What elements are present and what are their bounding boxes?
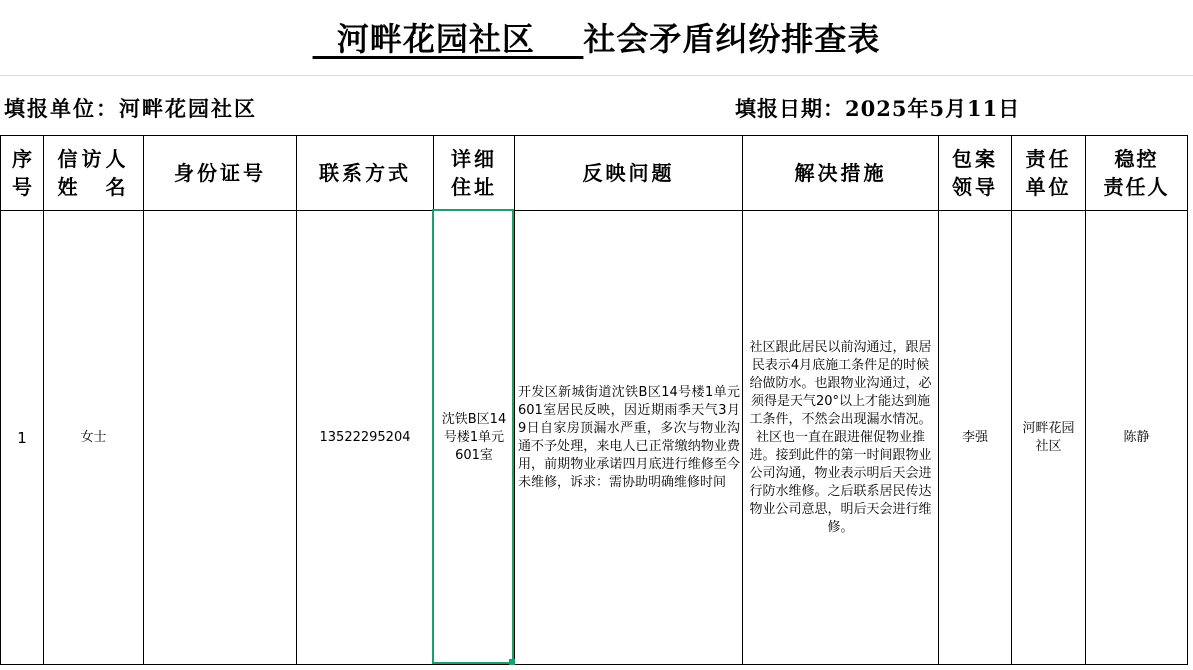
reporting-unit[interactable]: 填报单位：河畔花园社区 xyxy=(4,96,257,121)
header-contact[interactable] xyxy=(297,136,433,211)
header-index[interactable] xyxy=(1,136,43,211)
header-stability-line2: 责任人 xyxy=(1103,175,1170,199)
header-stability[interactable] xyxy=(1086,136,1187,211)
column-contact xyxy=(296,136,433,664)
title-community: 河畔花园社区 xyxy=(312,20,584,58)
cell-leader-text: 李强 xyxy=(961,429,988,445)
cell-leader[interactable] xyxy=(939,211,1011,664)
header-measures-text: 解决措施 xyxy=(794,161,887,185)
fill-handle[interactable] xyxy=(509,659,515,665)
header-unit-line1: 责任 xyxy=(1025,147,1072,171)
header-address-line2: 住址 xyxy=(451,175,497,199)
header-contact-text: 联系方式 xyxy=(319,161,411,185)
column-leader xyxy=(938,136,1011,664)
dispute-table xyxy=(0,135,1188,665)
column-unit xyxy=(1011,136,1085,664)
cell-id-number[interactable] xyxy=(144,211,296,664)
header-unit[interactable] xyxy=(1012,136,1085,211)
column-id-number xyxy=(143,136,296,664)
column-address xyxy=(433,136,514,664)
header-measures[interactable] xyxy=(743,136,938,211)
cell-address-text: 沈铁B区14号楼1单元601室 xyxy=(441,411,507,463)
header-leader-line2: 领导 xyxy=(952,175,998,199)
page-title[interactable] xyxy=(0,14,1193,60)
title-row xyxy=(0,0,1193,76)
cell-issue[interactable] xyxy=(515,211,742,664)
cell-visitor[interactable] xyxy=(44,211,143,664)
cell-address[interactable] xyxy=(434,211,514,664)
cell-visitor-text: 女士 xyxy=(80,429,107,445)
header-id-number-text: 身份证号 xyxy=(174,161,266,185)
column-index xyxy=(0,136,43,664)
header-visitor-line2: 姓 名 xyxy=(57,175,130,199)
cell-issue-text: 开发区新城街道沈铁B区14号楼1单元601室居民反映，因近期雨季天气3月9日自家房顶漏水严重，多次与物业沟通不予处理，来电人已正常缴纳物业费用，前期物业承诺四月底进行维修至今未维修，诉求：需协助明确维修时间 xyxy=(518,384,740,490)
cell-contact[interactable] xyxy=(297,211,433,664)
cell-index[interactable] xyxy=(1,211,43,664)
header-index-line2: 号 xyxy=(12,175,32,199)
header-leader-line1: 包案 xyxy=(952,147,998,171)
column-stability xyxy=(1085,136,1187,664)
cell-unit-text: 河畔花园社区 xyxy=(1022,420,1075,454)
cell-measures[interactable] xyxy=(743,211,938,664)
title-subject: 社会矛盾纠纷排查表 xyxy=(583,20,881,58)
header-issue[interactable] xyxy=(515,136,742,211)
column-visitor xyxy=(43,136,143,664)
cell-measures-text: 社区跟此居民以前沟通过，跟居民表示4月底施工条件足的时候给做防水。也跟物业沟通过，必须得是天气20°以上才能达到施工条件，不然会出现漏水情况。社区也一直在跟进催促物业推进。接到此件的第一时间跟物业公司沟通，物业表示明后天会进行防水维修。之后联系居民传达物业公司意思，明后天会进行维修。 xyxy=(749,339,932,535)
cell-unit[interactable] xyxy=(1012,211,1085,664)
cell-contact-text: 13522295204 xyxy=(319,429,411,445)
header-unit-line2: 单位 xyxy=(1025,175,1072,199)
column-issue xyxy=(514,136,742,664)
cell-index-text: 1 xyxy=(17,428,27,447)
header-issue-text: 反映问题 xyxy=(582,161,675,185)
header-index-line1: 序 xyxy=(12,147,32,171)
column-measures xyxy=(742,136,938,664)
header-address-line1: 详细 xyxy=(451,147,497,171)
header-visitor-line1: 信访人 xyxy=(57,147,130,171)
header-leader[interactable] xyxy=(939,136,1011,211)
header-id-number[interactable] xyxy=(144,136,296,211)
cell-stability[interactable] xyxy=(1086,211,1187,664)
header-address[interactable] xyxy=(434,136,514,211)
cell-stability-text: 陈静 xyxy=(1123,429,1150,445)
reporting-date[interactable]: 填报日期：2025年5月11日 xyxy=(735,96,1021,121)
info-row xyxy=(0,75,1193,135)
header-stability-line1: 稳控 xyxy=(1114,147,1159,171)
header-visitor[interactable] xyxy=(44,136,143,211)
